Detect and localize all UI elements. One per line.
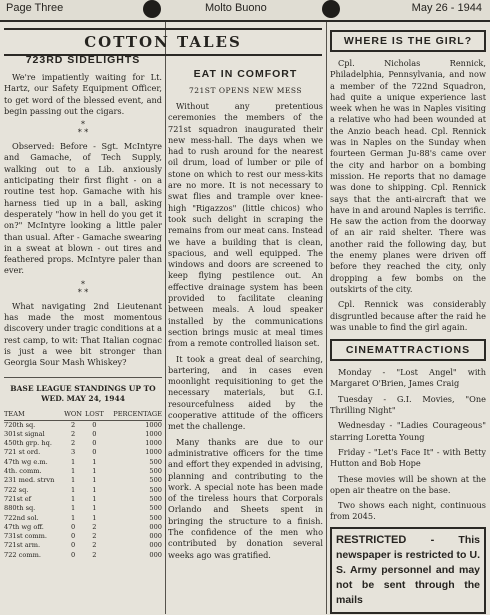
table-cell: 500: [149, 476, 162, 485]
table-cell: 2: [70, 439, 76, 448]
table-cell: 722nd sol.: [4, 513, 39, 522]
league-header-cell: WON: [63, 410, 84, 421]
table-cell: 301st signal: [4, 429, 45, 438]
table-cell: 000: [149, 522, 162, 531]
table-cell: 721st arm.: [4, 541, 41, 550]
movie-wednesday: Wednesday - "Ladies Courageous" starring Loretta Young: [330, 420, 486, 442]
table-cell: 500: [149, 467, 162, 476]
sidelights-paragraph-3: What navigating 2nd Lieutenant has made the most momentous discovery under tragic conditions at a rest camp, to wit: That Italian cognac is just a wee bit stronger than Georgia Sour Mash Whiskey?: [4, 300, 162, 368]
table-row: [4, 439, 162, 448]
table-row: [4, 458, 162, 467]
table-cell: 2: [70, 420, 76, 429]
table-cell: 0: [70, 541, 76, 550]
mess-paragraph-2: It took a great deal of searching, bartering, and in cases even moonlight requisitioning to get the necessary materials, but G.I. resourcefulness aided by the cooperative attitude of the officers met the challenge.: [168, 353, 323, 432]
table-cell: 000: [149, 541, 162, 550]
table-cell: 1: [92, 504, 97, 513]
eat-in-comfort-subheading: 721ST OPENS NEW MESS: [188, 86, 303, 95]
table-cell: 2: [92, 550, 97, 559]
table-cell: 0: [92, 448, 97, 457]
cotton-tales-banner: [4, 24, 322, 62]
table-cell: 500: [149, 504, 162, 513]
table-row: [4, 495, 162, 504]
table-row: [4, 430, 162, 439]
column-eat-in-comfort: [168, 60, 323, 614]
table-cell: 0: [70, 550, 76, 559]
table-cell: 0: [92, 420, 97, 429]
table-cell: 500: [149, 457, 162, 466]
movie-monday: Monday - "Lost Angel" with Margaret O'Brien, James Craig: [330, 367, 486, 389]
eat-in-comfort-heading: EAT IN COMFORT: [193, 68, 298, 80]
table-cell: 450th grp. hq.: [4, 439, 52, 448]
table-row: [4, 448, 162, 457]
column-rule-2: [326, 22, 327, 614]
table-cell: 1: [70, 485, 76, 494]
table-cell: 1: [70, 513, 76, 522]
girl-paragraph-2: Cpl. Rennick was considerably disgruntled because after the raid he was unable to find the girl again.: [330, 299, 486, 332]
table-cell: 000: [149, 532, 162, 541]
table-cell: 3: [70, 448, 76, 457]
table-cell: 1: [92, 494, 97, 503]
mess-paragraph-3: Many thanks are due to our administrative officers for the time and effort they expended in advising, planning and contributing to the work. A special note has been made of the tireless hours that Corporals Orlando and Sheets spent in bringing the structure to a finish. The confidence of the men who contributed by donation several weeks ago was gratified.: [168, 436, 323, 560]
issue-date: May 26 - 1944: [411, 2, 482, 14]
table-row: [4, 486, 162, 495]
table-cell: 1: [70, 457, 76, 466]
page-number: Page Three: [6, 2, 64, 14]
table-cell: 0: [70, 532, 76, 541]
table-cell: 1000: [145, 429, 162, 438]
restricted-label: RESTRICTED -: [336, 533, 435, 546]
movie-location-note: These movies will be shown at the open air theatre on the base.: [330, 473, 486, 495]
table-cell: 1: [70, 494, 76, 503]
table-cell: 1: [92, 457, 97, 466]
table-cell: 2: [92, 541, 97, 550]
cinemattractions-heading: CINEMATTRACTIONS: [330, 339, 486, 361]
masthead: [0, 0, 490, 22]
table-row: [4, 420, 162, 430]
table-cell: 1: [92, 476, 97, 485]
table-cell: 000: [149, 550, 162, 559]
table-cell: 720th sq.: [4, 420, 36, 429]
table-cell: 0: [92, 429, 97, 438]
table-cell: 1000: [145, 420, 162, 429]
movie-tuesday: Tuesday - G.I. Movies, "One Thrilling Night": [330, 393, 486, 416]
table-row: [4, 504, 162, 513]
table-row: [4, 551, 162, 560]
star-separator: * * *: [77, 279, 89, 297]
table-cell: 4th. comm.: [4, 467, 42, 476]
table-row: [4, 514, 162, 523]
table-cell: 231 med. strvn: [4, 476, 55, 485]
table-row: [4, 476, 162, 485]
table-row: [4, 467, 162, 476]
sidelights-paragraph-1: We're impatiently waiting for Lt. Hartz, our Safety Equipment Officer, to get word of the blessed event, and begin passing out the cigars.: [4, 72, 162, 116]
table-cell: 1: [70, 504, 76, 513]
table-row: [4, 523, 162, 532]
column-rule-1: [165, 22, 166, 614]
table-cell: 47th wg e.m.: [4, 457, 48, 466]
movie-friday: Friday - "Let's Face It" - with Betty Hutton and Bob Hope: [330, 446, 486, 469]
mess-paragraph-1: Without any pretentious ceremonies the members of the 721st squadron inaugurated their new mess-hall. The days when we had to rush around for the nearest oil drum, load of lumber or pile of stone on which to rest our mess-kits are no more. It is not necessary to swat flies and trample over knee-high "Rigazzos" (little chicos) who took such delight in scraping the remains from our meat cans. Instead we have a building that is clean, spacious, and well equipped. The windows and doors are screened to keep flying pestilence out. An effective drainage system has been provided to facilitate cleaning between meals. A loud speaker installed by the communications section brings music at meal times from a remote controlled liaison set.: [168, 101, 323, 349]
table-cell: 1: [92, 513, 97, 522]
girl-paragraph-1: Cpl. Nicholas Rennick, Philadelphia, Pennsylvania, and now a member of the 722nd Squadron, had quite a unique experience last week when he was in Naples visiting a relative who had been wounded at the Anzio beach head. Cpl. Rennick was in Naples on the Sunday when fourteen German Ju-88's came over the city and harbor on a bombing mission. He reports that no damage was done to shipping. Cpl. Rennick says that the anti-aircraft that we have in and around Naples is terrific. He saw the action from the doorway of an air raid shelter. There was another raid the following day, but the enemy planes were driven off before they reached the city, only dropping a few bombs on the outskirts of the city.: [330, 58, 486, 294]
table-cell: 721st ef: [4, 494, 32, 503]
table-cell: 2: [92, 532, 97, 541]
movie-showtimes-note: Two shows each night, continuous from 2045.: [330, 500, 486, 522]
table-cell: 500: [149, 494, 162, 503]
league-header-cell: PERCENTAGE: [105, 410, 162, 421]
table-cell: 2: [70, 429, 76, 438]
masthead-dot-left: [143, 0, 161, 18]
sidelights-paragraph-2: Observed: Before - Sgt. McIntyre and Gamache, of Tech Supply, walking out to a Lib. anxiously anticipating their first flight - on a routine test hop. Gamache with his harness tied up in a ball, asking desperately "how in hell do you get it on?" McIntyre looking a little paler than usual. After - Gamache swearing in a sweat at blown - out tires and feathered props. McIntyre paler than ever.: [4, 141, 162, 276]
table-cell: 722 comm.: [4, 550, 41, 559]
table-row: [4, 532, 162, 541]
table-cell: 1: [92, 467, 97, 476]
newspaper-name: Molto Buono: [205, 2, 267, 14]
league-header-cell: LOST: [84, 410, 106, 421]
where-is-the-girl-heading: WHERE IS THE GIRL?: [330, 30, 486, 52]
table-cell: 0: [92, 439, 97, 448]
table-cell: 2: [92, 522, 97, 531]
page-title: COTTON TALES: [4, 28, 322, 56]
table-cell: 1: [92, 485, 97, 494]
sidelights-heading: 723RD SIDELIGHTS: [25, 54, 141, 66]
column-where-is-the-girl: [330, 24, 486, 614]
table-cell: 0: [70, 522, 76, 531]
table-cell: 1000: [145, 439, 162, 448]
table-cell: 722 sq.: [4, 485, 29, 494]
league-standings-table: [4, 410, 162, 560]
divider: [4, 377, 162, 378]
table-cell: 1: [70, 476, 76, 485]
table-cell: 500: [149, 513, 162, 522]
league-standings-title: BASE LEAGUE STANDINGS UP TO WED. MAY 24, 1944: [10, 383, 156, 403]
table-cell: 880th sq.: [4, 504, 36, 513]
table-row: [4, 541, 162, 550]
column-sidelights: [4, 24, 162, 614]
masthead-dot-right: [322, 0, 340, 18]
restricted-text: This newspaper is restricted to U. S. Army personnel and may not be sent through the mails: [336, 533, 481, 606]
table-cell: 500: [149, 485, 162, 494]
restricted-notice: [330, 527, 486, 614]
star-separator: * * *: [77, 120, 89, 138]
table-cell: 731st comm.: [4, 532, 47, 541]
table-cell: 47th wg off.: [4, 522, 44, 531]
table-cell: 1000: [145, 448, 162, 457]
table-cell: 1: [70, 467, 76, 476]
table-cell: 721 st ord.: [4, 448, 41, 457]
league-header-cell: TEAM: [4, 410, 63, 421]
